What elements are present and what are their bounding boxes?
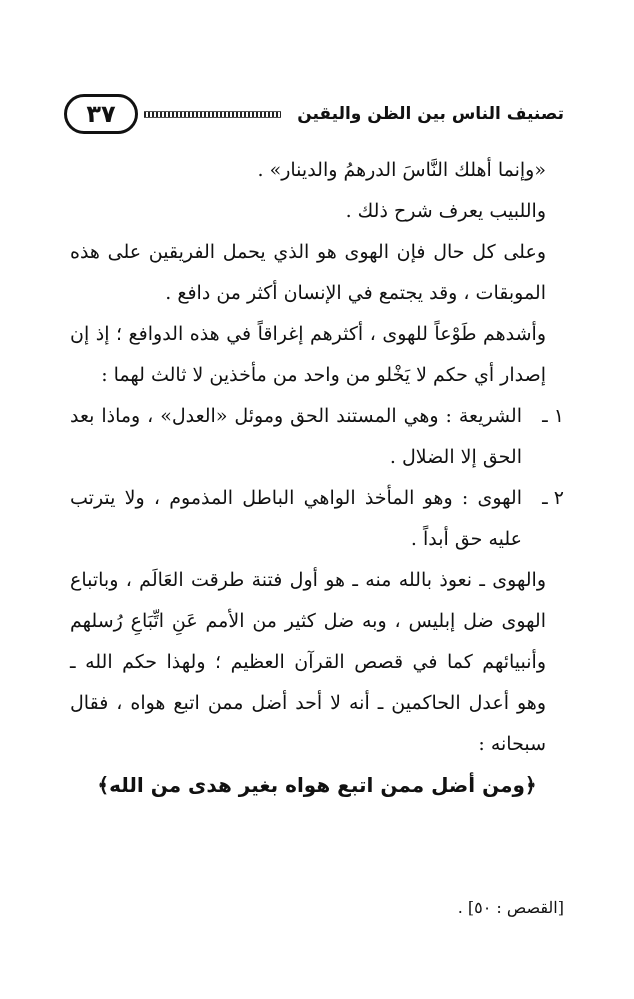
- list-item: [70, 478, 564, 560]
- body-paragraph-2: وعلى كل حال فإن الهوى هو الذي يحمل الفريقين على هذه الموبقات ، وقد يجتمع في الإنسان أكثر من دافع .: [70, 241, 546, 304]
- verse-reference: [القصص : ٥٠] .: [457, 898, 564, 917]
- body-line-2: واللبيب يعرف شرح ذلك .: [345, 200, 546, 222]
- list-item-text: الشريعة : وهي المستند الحق وموئل «العدل» ، وماذا بعد الحق إلا الضلال .: [70, 405, 522, 468]
- page-header: [64, 88, 564, 140]
- page-number: ٣٧: [64, 94, 138, 134]
- list-item: [70, 396, 564, 478]
- body-line-1: «وإنما أهلك النَّاسَ الدرهمُ والدينار» .: [257, 159, 546, 181]
- quran-verse: ﴿ومن أضل ممن اتبع هواه بغير هدى من الله﴾: [97, 773, 537, 797]
- list-item-number: ١ ـ: [542, 405, 564, 427]
- header-rule: [144, 111, 281, 118]
- body-paragraph-3: وأشدهم طَوْعاً للهوى ، أكثرهم إغراقاً في هذه الدوافع ؛ إذ إن إصدار أي حكم لا يَخْلو من واحد من مأخذين لا ثالث لهما :: [70, 323, 546, 386]
- book-title: تصنيف الناس بين الظن واليقين: [297, 104, 564, 124]
- page-body: [70, 150, 564, 806]
- list-item-text: الهوى : وهو المأخذ الواهي الباطل المذموم ، ولا يترتب عليه حق أبداً .: [70, 487, 522, 550]
- body-paragraph-4: والهوى ـ نعوذ بالله منه ـ هو أول فتنة طرقت العَالَم ، وباتباع الهوى ضل إبليس ، وبه ضل كثير من الأمم عَنِ اتِّبَاعِ رُسلهم وأنبيائهم كما في قصص القرآن العظيم ؛ ولهذا حكم الله ـ وهو أعدل الحاكمين ـ أنه لا أحد أضل ممن اتبع هواه ، فقال سبحانه :: [70, 569, 546, 755]
- list-item-number: ٢ ـ: [542, 487, 564, 509]
